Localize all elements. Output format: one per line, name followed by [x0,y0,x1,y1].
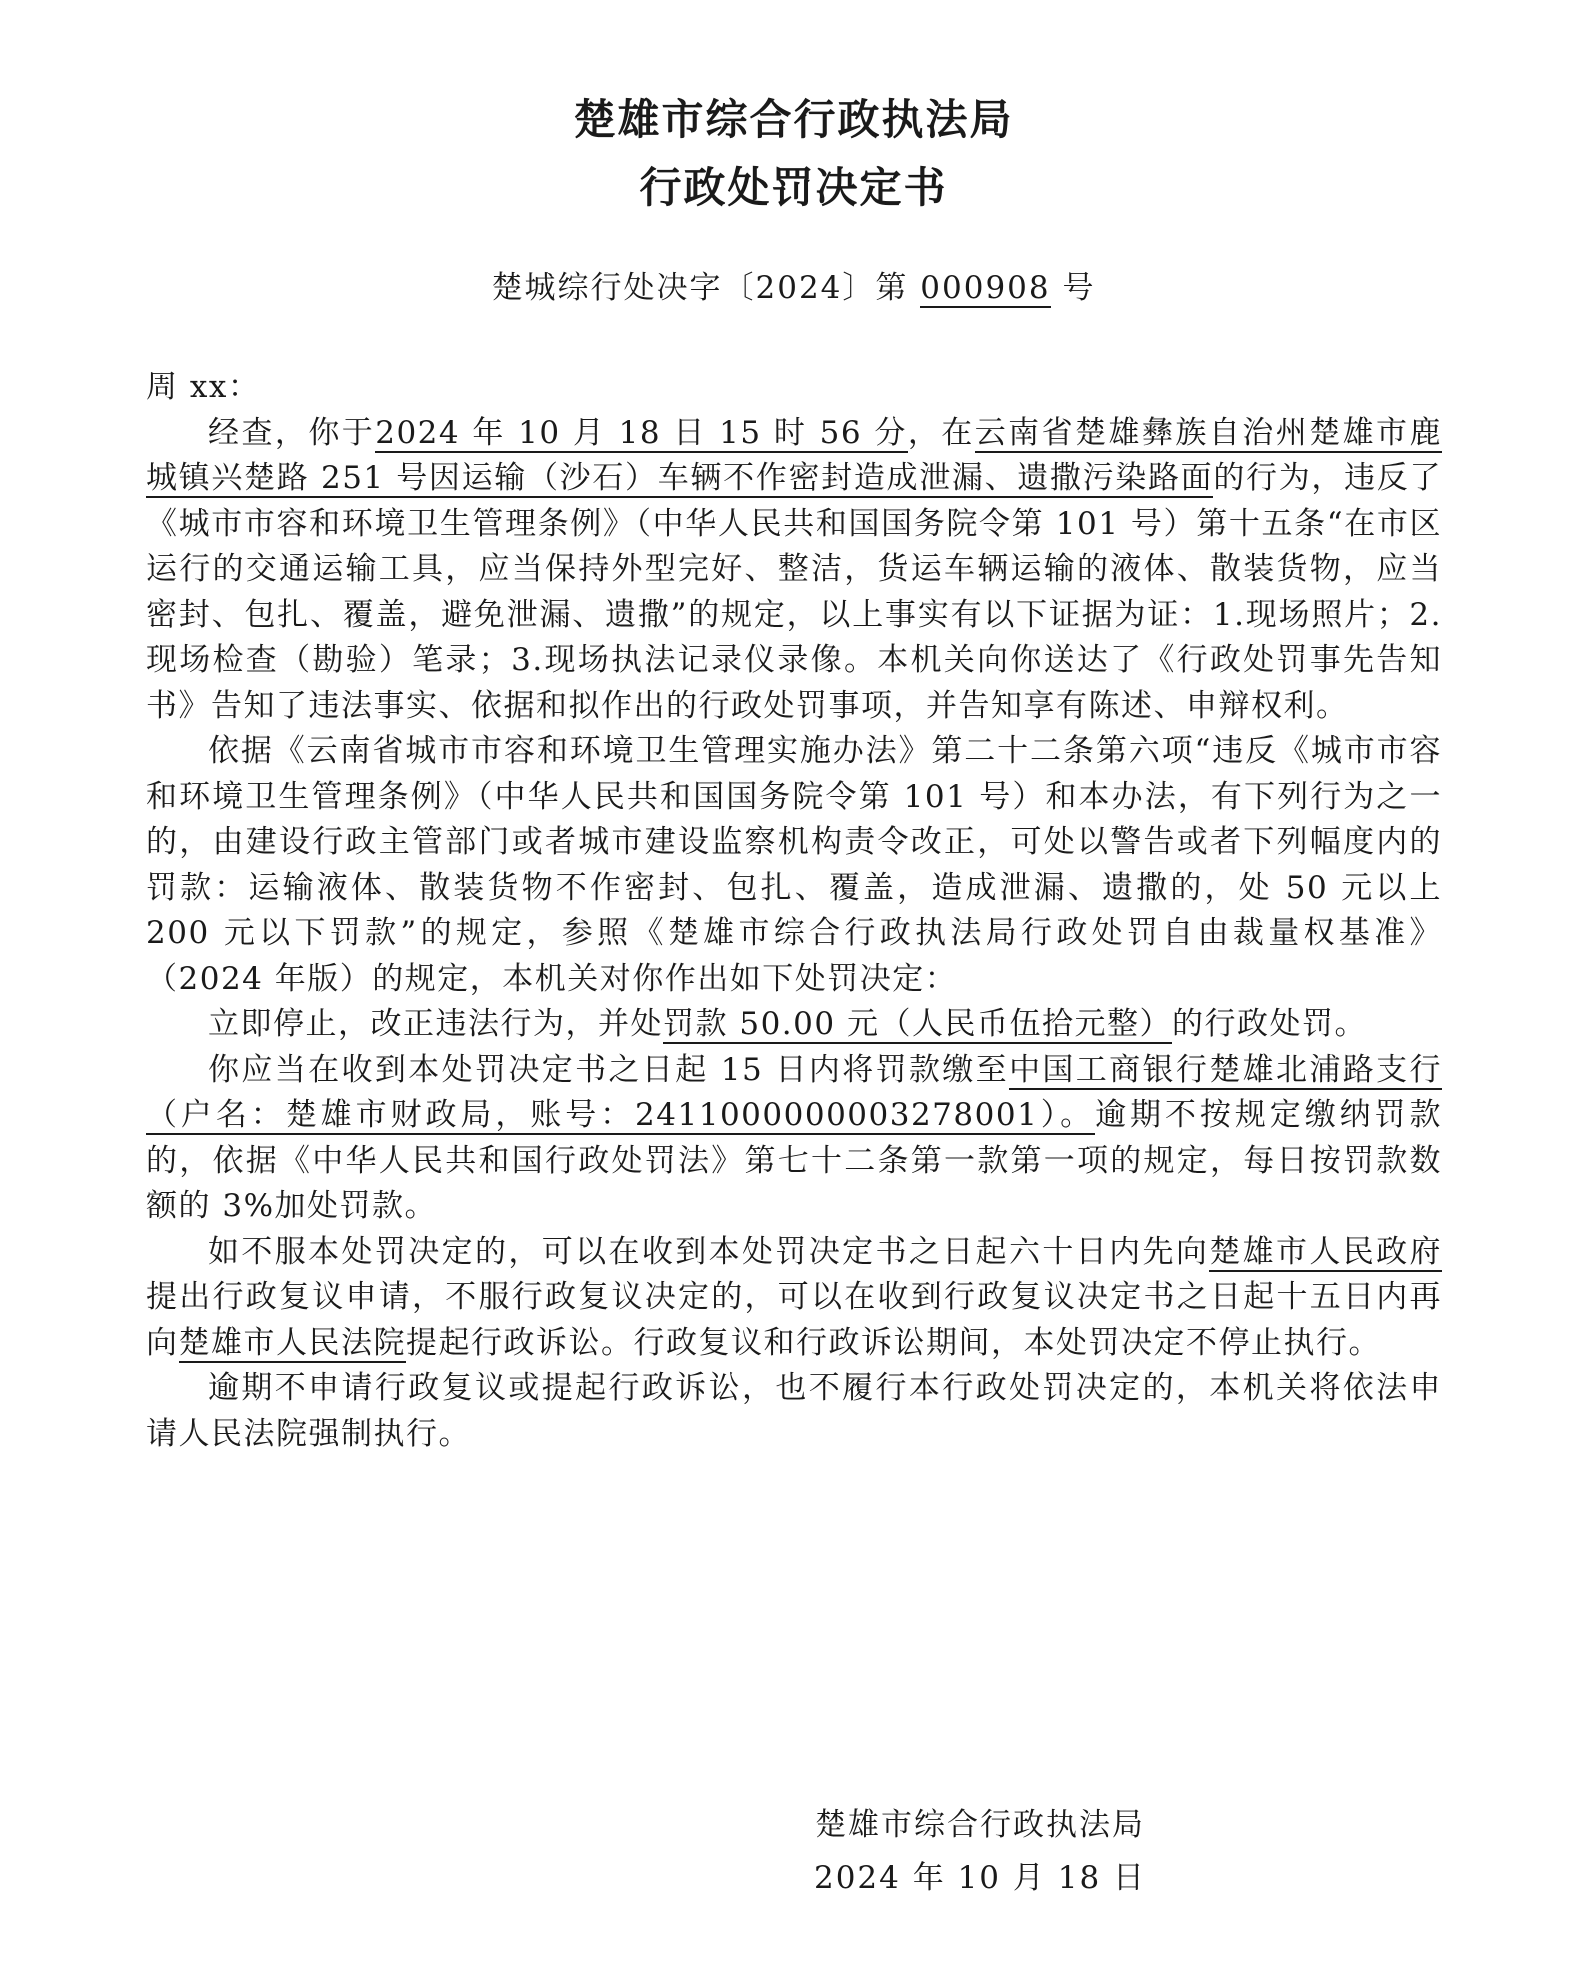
payment-late-penalty: 逾期不按规定缴纳罚款的，依据《中华人民共和国行政处罚法》第七十二条第一款第一项的规定，每日按罚款数额的 3%加处罚款。 [146,1097,1442,1224]
paragraph-appeal [146,1230,1442,1367]
appeal-middle: 提出行政复议申请，不服行政复议决定的，可以在收到行政复议决定书之日起十五日内再向 [146,1279,1442,1361]
document-number [0,266,1587,310]
document-type-title: 行政处罚决定书 [639,163,948,212]
document-number-suffix: 号 [1062,270,1096,306]
document-issuer-title: 楚雄市综合行政执法局 [573,95,1014,144]
signature-date: 2024 年 10 月 18 日 [813,1860,1147,1896]
document-number-value: 000908 [920,270,1051,306]
paragraph-facts [146,411,1442,730]
decision-tail: 的行政处罚。 [1171,1006,1367,1042]
payment-intro: 你应当在收到本处罚决定书之日起 15 日内将罚款缴至 [208,1051,1010,1088]
review-authority: 楚雄市人民政府 [1209,1233,1442,1270]
facts-rest: 的行为，违反了《城市市容和环境卫生管理条例》（中华人民共和国国务院令第 101 号）第十五条“在市区运行的交通运输工具，应当保持外型完好、整洁，货运车辆运输的液体、散装货物，应当密封、包扎、覆盖，避免泄漏、遗撒”的规定，以上事实有以下证据为证：1.现场照片；2.现场检查（勘验）笔录；3.现场执法记录仪录像。本机关向你送达了《行政处罚事先告知书》告知了违法事实、依据和拟作出的行政处罚事项，并告知享有陈述、申辩权利。 [146,460,1442,724]
decision-intro: 立即停止，改正违法行为，并处 [208,1006,663,1042]
paragraph-decision [146,1002,1442,1048]
fine-amount: 罚款 50.00 元（人民币伍拾元整） [663,1006,1172,1042]
paragraph-payment [146,1048,1442,1230]
violation-location: 云南省楚雄彝族自治州楚雄市鹿城镇兴楚路 251 号因运输（沙石）车辆不作密封造成泄漏、遗撒污染路面 [146,414,1443,496]
paragraph-legal-basis: 依据《云南省城市市容和环境卫生管理实施办法》第二十二条第六项“违反《城市市容和环境卫生管理条例》（中华人民共和国国务院令第 101 号）和本办法，有下列行为之一的，由建设行政主管部门或者城市建设监察机构责令改正，可处以警告或者下列幅度内的罚款：运输液体、散装货物不作密封、包扎、覆盖，造成泄漏、遗撒的，处 50 元以上 200 元以下罚款”的规定，参照《楚雄市综合行政执法局行政处罚自由裁量权基准》（2024 年版）的规定，本机关对你作出如下处罚决定： [146,733,1442,997]
paragraph-enforcement: 逾期不申请行政复议或提起行政诉讼，也不履行本行政处罚决定的，本机关将依法申请人民法院强制执行。 [146,1370,1442,1452]
signature-organization: 楚雄市综合行政执法局 [815,1807,1145,1843]
facts-intro: 经查，你于 [208,414,376,451]
appeal-tail: 提起行政诉讼。行政复议和行政诉讼期间，本处罚决定不停止执行。 [406,1324,1381,1361]
court-name: 楚雄市人民法院 [178,1324,406,1361]
addressee: 周 xx： [146,369,261,405]
facts-connector: ，在 [907,414,975,451]
payment-bank-account: 中国工商银行楚雄北浦路支行（户名：楚雄市财政局，账号：2411000000003278001）。 [146,1051,1443,1133]
appeal-intro: 如不服本处罚决定的，可以在收到本处罚决定书之日起六十日内先向 [208,1233,1210,1270]
document-body [146,365,1442,1457]
violation-datetime: 2024 年 10 月 18 日 15 时 56 分 [375,414,908,451]
document-number-prefix: 楚城综行处决字〔2024〕第 [491,270,909,306]
